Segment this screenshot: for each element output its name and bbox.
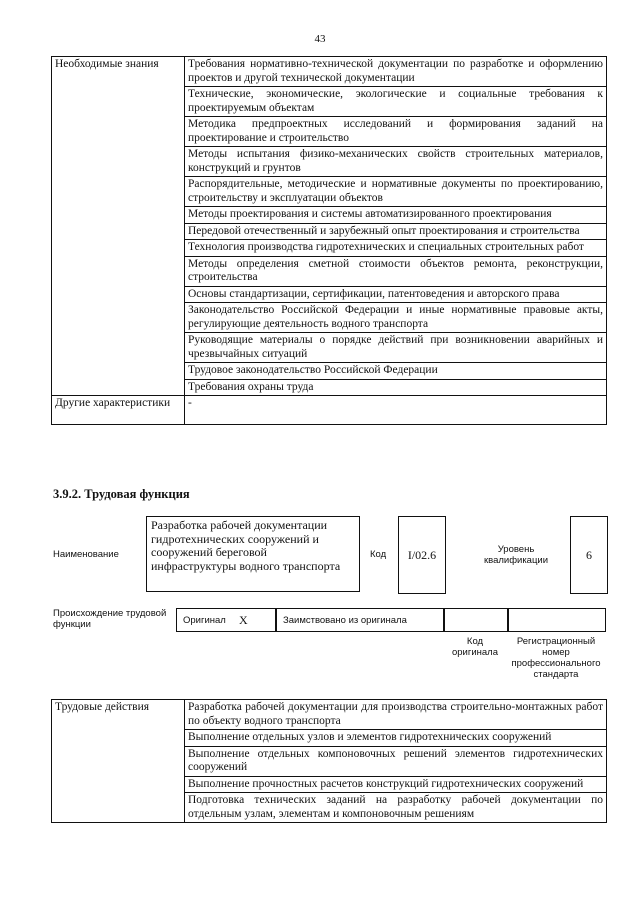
- function-name-value: Разработка рабочей документации гидротехнических сооружений и сооружений береговой инфраструктуры водного транспорта: [151, 518, 341, 573]
- table-row: [52, 57, 607, 87]
- code-value: I/02.6: [407, 548, 437, 562]
- knowledge-item: Основы стандартизации, сертификации, патентоведения и авторского права: [185, 286, 607, 303]
- knowledge-item: Трудовое законодательство Российской Федерации: [185, 363, 607, 380]
- borrowed-cell: [276, 608, 444, 632]
- reg-number-cell: [508, 608, 606, 632]
- knowledge-item: Руководящие материалы о порядке действий при возникновении аварийных и чрезвычайных ситуаций: [185, 333, 607, 363]
- section-heading: 3.9.2. Трудовая функция: [53, 487, 190, 501]
- knowledge-table: [51, 56, 607, 425]
- level-box: [570, 516, 608, 594]
- level-value: 6: [586, 548, 592, 562]
- knowledge-item: Технология производства гидротехнических и специальных строительных работ: [185, 240, 607, 257]
- actions-label: Трудовые действия: [52, 700, 185, 823]
- action-item: Выполнение отдельных узлов и элементов гидротехнических сооружений: [185, 730, 607, 747]
- page-number: 43: [314, 33, 326, 45]
- action-item: Подготовка технических заданий на разработку рабочей документации по отдельным узлам, элементам и компоновочным решениям: [185, 793, 607, 823]
- origin-row: [176, 608, 606, 632]
- knowledge-item: Распорядительные, методические и нормативные документы по проектированию, строительству и эксплуатации объектов: [185, 177, 607, 207]
- original-mark: X: [239, 613, 248, 627]
- table-row: [52, 700, 607, 730]
- other-characteristics-label: Другие характеристики: [52, 396, 185, 425]
- action-item: Выполнение отдельных компоновочных решений элементов гидротехнических сооружений: [185, 746, 607, 776]
- knowledge-item: Технические, экономические, экологические и социальные требования к проектируемым объектам: [185, 87, 607, 117]
- origin-label: Происхождение трудовой функции: [53, 608, 167, 630]
- action-item: Разработка рабочей документации для производства строительно-монтажных работ по объекту водного транспорта: [185, 700, 607, 730]
- actions-table: [51, 699, 607, 823]
- knowledge-item: Методика предпроектных исследований и формирования заданий на проектирование и строительство: [185, 117, 607, 147]
- knowledge-label: Необходимые знания: [52, 57, 185, 396]
- knowledge-item: Законодательство Российской Федерации и иные нормативные правовые акты, регулирующие деятельность водного транспорта: [185, 303, 607, 333]
- original-label: Оригинал: [183, 615, 226, 626]
- code-box: [398, 516, 446, 594]
- other-characteristics-value: -: [185, 396, 607, 425]
- original-cell: [176, 608, 276, 632]
- table-row: [52, 396, 607, 425]
- code-label: Код: [370, 549, 387, 560]
- reg-number-label: Регистрационный номер профессионального стандарта: [511, 636, 601, 680]
- origin-code-label: Код оригинала: [451, 636, 498, 658]
- knowledge-item: Передовой отечественный и зарубежный опыт проектирования и строительства: [185, 223, 607, 240]
- knowledge-item: Требования охраны труда: [185, 379, 607, 396]
- knowledge-item: Требования нормативно-технической документации по разработке и оформлению проектов и другой технической документации: [185, 57, 607, 87]
- action-item: Выполнение прочностных расчетов конструкций гидротехнических сооружений: [185, 776, 607, 793]
- name-label: Наименование: [53, 549, 119, 560]
- level-label: Уровень квалификации: [483, 544, 549, 566]
- origin-code-cell: [444, 608, 508, 632]
- borrowed-label: Заимствовано из оригинала: [283, 615, 407, 626]
- knowledge-item: Методы испытания физико-механических свойств строительных материалов, конструкций и грунтов: [185, 147, 607, 177]
- knowledge-item: Методы проектирования и системы автоматизированного проектирования: [185, 207, 607, 224]
- knowledge-item: Методы определения сметной стоимости объектов ремонта, реконструкции, строительства: [185, 256, 607, 286]
- function-name-box: [146, 516, 360, 592]
